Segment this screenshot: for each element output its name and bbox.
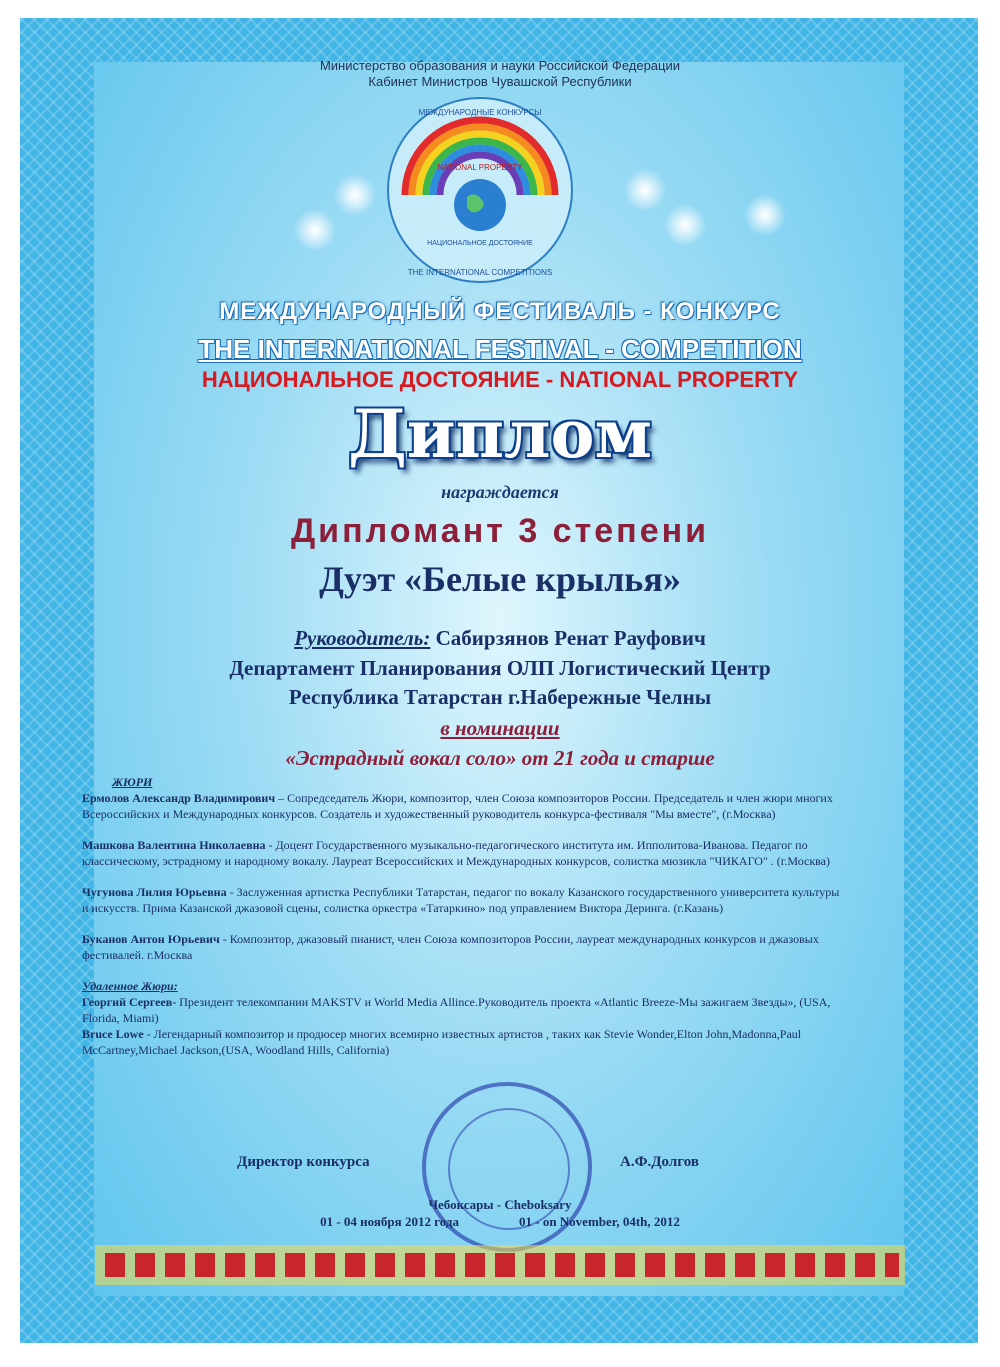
date-en: 01 - on November, 04th, 2012: [518, 1214, 680, 1229]
jury-member-name: Чугунова Лилия Юрьевна: [82, 885, 227, 899]
logo-top-text: МЕЖДУНАРОДНЫЕ КОНКУРСЫ: [418, 108, 542, 117]
award-degree: Дипломант 3 степени: [290, 512, 710, 550]
leader-line: [0, 626, 1000, 651]
festival-logo-icon: [385, 95, 575, 285]
jury-member: [82, 837, 842, 869]
jury-member-name: Машкова Валентина Николаевна: [82, 838, 266, 852]
jury-section: [82, 774, 842, 1058]
department: Департамент Планирования ОЛП Логистический Центр: [229, 656, 771, 680]
awarded-label: награждается: [441, 482, 559, 502]
region: Республика Татарстан г.Набережные Челны: [288, 685, 712, 709]
sparkle-icon: [290, 205, 340, 255]
leader-label: Руководитель:: [294, 626, 431, 650]
logo-inner-text: НАЦИОНАЛЬНОЕ ДОСТОЯНИЕ: [427, 240, 533, 247]
remote-jury-member: [82, 994, 842, 1026]
jury-member-text: – Сопредседатель Жюри, композитор, член Союза композиторов России. Председатель и член жюри многих Всероссийских и Международных конкурсов. Создатель и художественный руководитель конкурса-фестиваля "Мы вместе", (г.Москва): [82, 791, 833, 821]
remote-jury-member-text: - Легендарный композитор и продюсер многих всемирно известных артистов , таких как Stevie Wonder,Elton John,Madonna,Paul McCartney,Michael Jackson,(USA, Woodland Hills, California): [82, 1027, 802, 1057]
date-ru: 01 - 04 ноября 2012 года: [320, 1214, 459, 1229]
remote-jury-header: Удаленное Жюри:: [82, 979, 178, 993]
city: Чебоксары - Cheboksary: [428, 1197, 572, 1212]
jury-member-name: Ермолов Александр Владимирович: [82, 791, 276, 805]
ministry-line-2: Кабинет Министров Чувашской Республики: [368, 74, 632, 89]
director-name: А.Ф.Долгов: [620, 1154, 699, 1170]
ministry-header: [0, 58, 1000, 90]
jury-member: [82, 884, 842, 916]
jury-header: ЖЮРИ: [112, 775, 153, 789]
nomination-title: «Эстрадный вокал соло» от 21 года и старше: [285, 746, 715, 770]
national-property-title: НАЦИОНАЛЬНОЕ ДОСТОЯНИЕ - NATIONAL PROPERTY: [201, 367, 799, 392]
chuvash-ornament-border: [95, 1245, 905, 1285]
festival-title-en: THE INTERNATIONAL FESTIVAL - COMPETITION: [198, 334, 802, 364]
sparkle-icon: [660, 200, 710, 250]
logo-bottom-text: THE INTERNATIONAL COMPETITIONS: [407, 268, 553, 277]
diploma-title: Диплом: [348, 395, 652, 473]
jury-member: [82, 931, 842, 963]
jury-member-text: - Доцент Государственного музыкально-педагогического института им. Ипполитова-Иванова. Педагог по классическому, эстрадному и народному вокалу. Лауреат Всероссийских и Международных конкурсов, солистка мюзикла "ЧИКАГО" . (г.Москва): [82, 838, 830, 868]
event-dates: [0, 1214, 1000, 1230]
jury-member-text: - Композитор, джазовый пианист, член Союза композиторов России, лауреат международных конкурсов и джазовых фестивалей. г.Москва: [82, 932, 819, 962]
sparkle-icon: [740, 190, 790, 240]
recipient-name: Дуэт «Белые крылья»: [319, 559, 681, 599]
nomination-label: в номинации: [440, 716, 560, 740]
leader-name: Сабирзянов Ренат Рауфович: [435, 626, 706, 650]
remote-jury-member-name: Георгий Сергеев-: [82, 995, 177, 1009]
jury-member: [82, 790, 842, 822]
logo-ribbon-text: NATIONAL PROPERTY: [437, 163, 523, 172]
remote-jury-member: [82, 1026, 842, 1058]
jury-member-name: Буканов Антон Юрьевич: [82, 932, 220, 946]
remote-jury-member-text: Президент телекомпании MAKSTV и World Media Allince.Руководитель проекта «Atlantic Breeze-Мы зажигаем Звезды», (USA, Florida, Miami): [82, 995, 831, 1025]
remote-jury-member-name: Bruce Lowe: [82, 1027, 144, 1041]
jury-member-text: - Заслуженная артистка Республики Татарстан, педагог по вокалу Казанского государственного университета культуры и искусств. Прима Казанской джазовой сцены, солистка оркестра «Татаркино» под управлением Виктора Деринга. (г.Казань): [82, 885, 840, 915]
festival-title-ru: МЕЖДУНАРОДНЫЙ ФЕСТИВАЛЬ - КОНКУРС: [219, 298, 781, 325]
ministry-line-1: Министерство образования и науки Российской Федерации: [319, 58, 681, 73]
director-label: Директор конкурса: [237, 1154, 370, 1170]
